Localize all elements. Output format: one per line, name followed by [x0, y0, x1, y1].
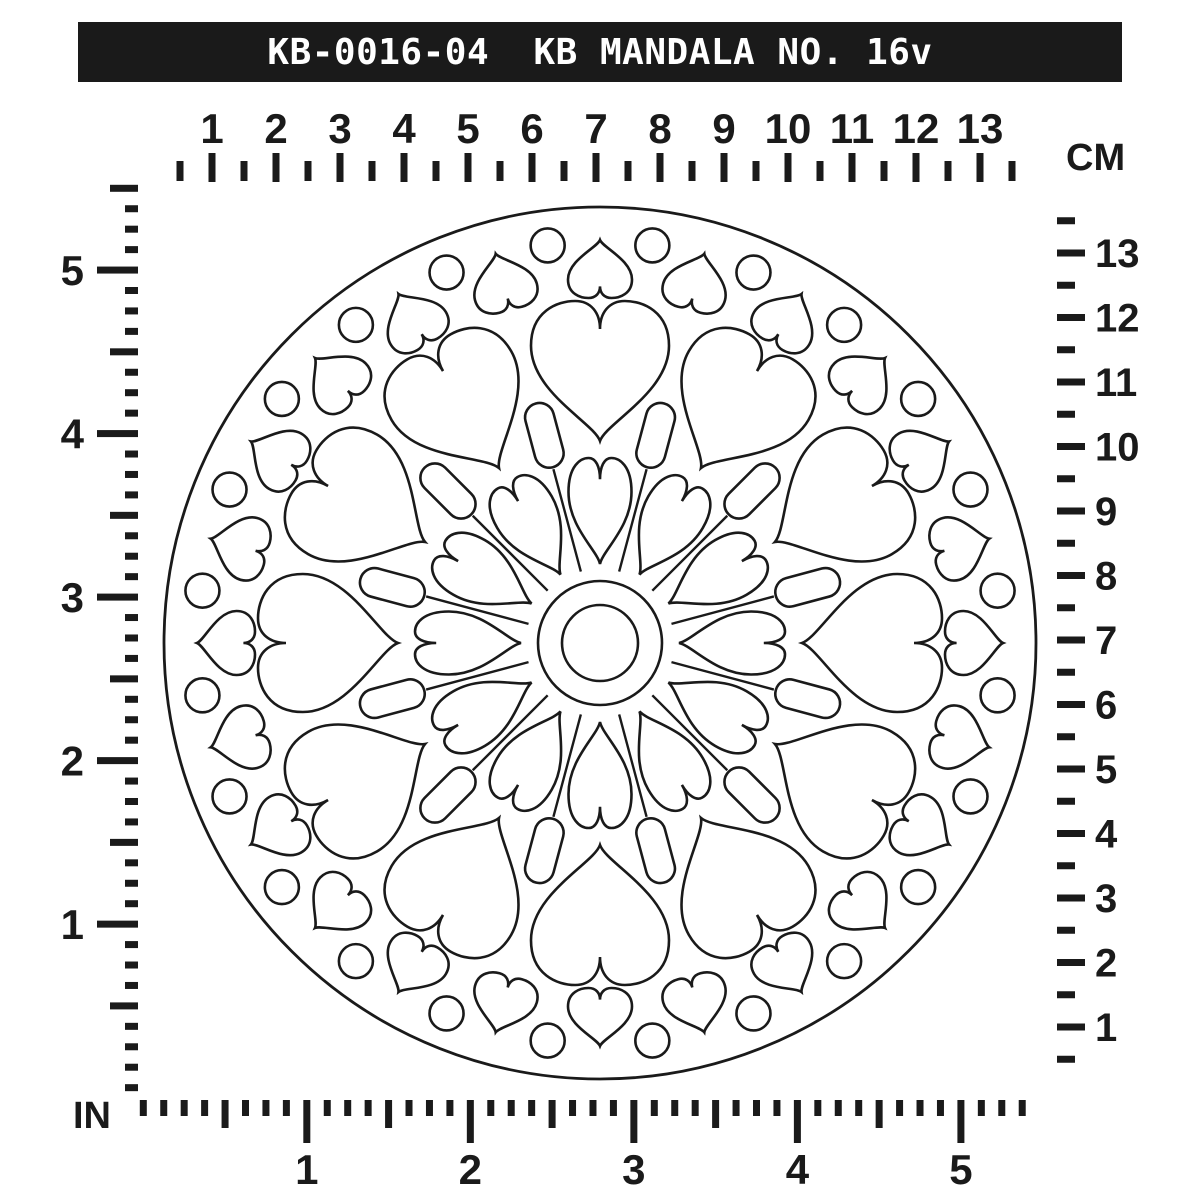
outer-dot	[213, 779, 247, 813]
capsule	[357, 565, 428, 610]
in-tick-minor	[140, 1100, 147, 1116]
cm-tick-minor	[497, 161, 504, 181]
cm-tick-minor	[369, 161, 376, 181]
in-tick-minor	[896, 1100, 903, 1116]
cm-tick-major	[273, 153, 280, 182]
cm-tick-minor	[241, 161, 248, 181]
in-tick-minor	[283, 1100, 290, 1116]
capsule	[718, 457, 785, 524]
outer-heart	[658, 968, 735, 1041]
cm-tick-major	[1057, 443, 1085, 450]
in-tick-minor	[855, 1100, 862, 1116]
in-tick-minor	[125, 859, 138, 866]
in-tick-minor	[773, 1100, 780, 1116]
outer-heart	[821, 864, 907, 950]
cm-tick-major	[593, 153, 600, 182]
in-tick-minor	[125, 532, 138, 539]
in-tick-minor	[125, 1084, 138, 1091]
ruler-number: 1	[200, 105, 224, 152]
cm-tick-major	[1057, 637, 1085, 644]
ruler-number: 6	[1095, 683, 1118, 728]
outer-dot	[265, 870, 299, 904]
ruler-number: 5	[456, 105, 480, 152]
in-tick-minor	[692, 1100, 699, 1116]
in-tick-minor	[125, 287, 138, 294]
ruler-number: 12	[1095, 296, 1140, 341]
in-tick-half	[110, 675, 138, 682]
outer-dot	[213, 473, 247, 507]
cm-tick-major	[1057, 572, 1085, 579]
cm-tick-major	[657, 153, 664, 182]
outer-dot	[901, 870, 935, 904]
outer-dot	[531, 1024, 565, 1058]
capsule	[414, 761, 481, 828]
in-tick-minor	[569, 1100, 576, 1116]
outer-heart	[925, 508, 998, 585]
petal-heart	[569, 722, 632, 828]
capsule	[633, 815, 678, 886]
in-tick-minor	[125, 696, 138, 703]
ruler-number: 8	[1095, 554, 1118, 599]
ruler-number: 3	[622, 1146, 646, 1193]
ruler-number: 3	[60, 574, 84, 622]
in-tick-half	[385, 1100, 392, 1128]
in-tick-minor	[998, 1100, 1005, 1116]
ruler-number: 2	[264, 105, 288, 152]
in-tick-minor	[733, 1100, 740, 1116]
cm-tick-minor	[1057, 669, 1075, 676]
in-tick-minor	[125, 880, 138, 887]
outer-heart	[465, 968, 542, 1041]
in-tick-minor	[125, 1064, 138, 1071]
outer-dot	[981, 678, 1015, 712]
ruler-number: 2	[60, 737, 84, 785]
ruler-number: 13	[1095, 232, 1140, 276]
in-tick-half	[876, 1100, 883, 1128]
cm-tick-minor	[1057, 540, 1075, 547]
cm-tick-minor	[1057, 411, 1075, 418]
ruler-number: 2	[1095, 941, 1118, 986]
in-tick-half	[110, 512, 138, 519]
cm-tick-minor	[177, 161, 184, 181]
in-tick-major	[467, 1100, 474, 1143]
in-tick-minor	[589, 1100, 596, 1116]
outer-dot	[736, 996, 770, 1030]
ruler-number: 6	[520, 105, 544, 152]
outer-dot	[185, 574, 219, 608]
in-tick-minor	[406, 1100, 413, 1116]
petal-heart	[569, 458, 632, 564]
outer-heart	[292, 864, 378, 950]
title-text: KB-0016-04 KB MANDALA NO. 16v	[267, 31, 933, 73]
outer-heart	[658, 245, 735, 318]
outer-dot	[635, 1024, 669, 1058]
in-tick-minor	[344, 1100, 351, 1116]
in-tick-minor	[125, 798, 138, 805]
cm-tick-major	[721, 153, 728, 182]
in-tick-major	[97, 267, 138, 274]
cm-tick-minor	[433, 161, 440, 181]
cm-tick-major	[209, 153, 216, 182]
outer-heart	[292, 335, 378, 421]
cm-tick-minor	[817, 161, 824, 181]
right-cm-ruler	[1057, 217, 1140, 1063]
cm-tick-minor	[1057, 217, 1075, 224]
outer-heart	[568, 240, 632, 298]
top-cm-ruler	[177, 105, 1126, 182]
cm-tick-major	[913, 153, 920, 182]
in-tick-minor	[487, 1100, 494, 1116]
ruler-number: 4	[392, 105, 416, 152]
in-tick-minor	[125, 410, 138, 417]
in-tick-minor	[125, 389, 138, 396]
in-tick-minor	[365, 1100, 372, 1116]
cm-tick-major	[849, 153, 856, 182]
ruler-number: 10	[1095, 425, 1140, 470]
ruler-number: 1	[1095, 1006, 1118, 1050]
outer-dot	[827, 944, 861, 978]
cm-tick-minor	[561, 161, 568, 181]
ruler-number: 4	[785, 1146, 810, 1193]
capsule	[772, 676, 843, 721]
in-tick-half	[110, 1002, 138, 1009]
cm-tick-minor	[1009, 161, 1016, 181]
in-tick-minor	[917, 1100, 924, 1116]
in-tick-minor	[125, 716, 138, 723]
in-tick-major	[303, 1100, 310, 1143]
cm-tick-minor	[881, 161, 888, 181]
in-tick-minor	[651, 1100, 658, 1116]
in-tick-half	[712, 1100, 719, 1128]
in-tick-minor	[125, 369, 138, 376]
cm-tick-minor	[1057, 991, 1075, 998]
in-tick-minor	[125, 778, 138, 785]
outer-heart	[821, 335, 907, 421]
cm-tick-major	[1057, 766, 1085, 773]
in-tick-major	[630, 1100, 637, 1143]
ruler-number: 5	[1095, 748, 1118, 792]
cm-tick-minor	[1057, 282, 1075, 289]
ruler-number: 13	[956, 105, 1004, 152]
capsule	[414, 457, 481, 524]
cm-tick-major	[1057, 701, 1085, 708]
ruler-number: 7	[1095, 619, 1118, 663]
outer-heart	[945, 611, 1003, 675]
ruler-number: 12	[892, 105, 940, 152]
in-tick-half	[110, 185, 138, 192]
in-tick-minor	[937, 1100, 944, 1116]
outer-heart	[202, 508, 275, 585]
outer-heart	[202, 701, 275, 778]
ruler-number: 3	[328, 105, 352, 152]
in-tick-minor	[125, 1043, 138, 1050]
in-tick-minor	[125, 634, 138, 641]
cm-tick-major	[401, 153, 408, 182]
in-tick-major	[97, 757, 138, 764]
outer-dot	[981, 574, 1015, 608]
outer-dot	[339, 308, 373, 342]
in-tick-minor	[125, 205, 138, 212]
in-tick-minor	[201, 1100, 208, 1116]
in-tick-minor	[125, 573, 138, 580]
in-tick-minor	[125, 982, 138, 989]
cm-tick-minor	[689, 161, 696, 181]
outer-dot	[953, 473, 987, 507]
in-tick-minor	[125, 307, 138, 314]
ruler-number: 4	[1095, 812, 1118, 857]
outer-dot	[339, 944, 373, 978]
in-tick-minor	[242, 1100, 249, 1116]
in-tick-minor	[978, 1100, 985, 1116]
in-tick-minor	[125, 226, 138, 233]
outer-dot	[430, 256, 464, 290]
capsule	[522, 815, 567, 886]
cm-tick-minor	[1057, 927, 1075, 934]
in-tick-minor	[125, 818, 138, 825]
cm-unit-label: CM	[1066, 137, 1126, 179]
in-tick-minor	[835, 1100, 842, 1116]
cm-tick-major	[465, 153, 472, 182]
cm-tick-major	[1057, 508, 1085, 515]
cm-tick-major	[1057, 379, 1085, 386]
in-tick-minor	[528, 1100, 535, 1116]
outer-dot	[901, 382, 935, 416]
in-unit-label: IN	[73, 1095, 111, 1137]
cm-tick-major	[785, 153, 792, 182]
in-tick-half	[110, 839, 138, 846]
ruler-number: 7	[584, 105, 608, 152]
outer-heart	[465, 245, 542, 318]
capsule	[718, 761, 785, 828]
outer-dot	[430, 996, 464, 1030]
ruler-number: 10	[764, 105, 812, 152]
cm-tick-major	[1057, 314, 1085, 321]
outer-heart	[925, 701, 998, 778]
ruler-number: 5	[60, 247, 84, 295]
ruler-number: 2	[458, 1146, 483, 1193]
in-tick-minor	[125, 451, 138, 458]
outer-dot	[635, 228, 669, 262]
cm-tick-minor	[1057, 798, 1075, 805]
in-tick-major	[97, 921, 138, 928]
in-tick-minor	[125, 553, 138, 560]
ruler-number: 11	[829, 105, 875, 152]
ruler-number: 3	[1095, 877, 1118, 921]
cm-tick-minor	[945, 161, 952, 181]
bottom-in-ruler	[73, 1095, 1026, 1193]
donut-inner-circle	[562, 605, 638, 681]
cm-tick-major	[337, 153, 344, 182]
outer-dot	[953, 779, 987, 813]
in-tick-minor	[125, 1023, 138, 1030]
in-tick-half	[222, 1100, 229, 1128]
cm-tick-minor	[753, 161, 760, 181]
cm-tick-major	[1057, 895, 1085, 902]
ruler-number: 4	[60, 410, 84, 458]
cm-tick-major	[1057, 959, 1085, 966]
in-tick-minor	[446, 1100, 453, 1116]
cm-tick-minor	[1057, 604, 1075, 611]
outer-heart	[197, 611, 255, 675]
cm-tick-minor	[305, 161, 312, 181]
in-tick-minor	[125, 471, 138, 478]
in-tick-half	[549, 1100, 556, 1128]
in-tick-minor	[426, 1100, 433, 1116]
in-tick-minor	[181, 1100, 188, 1116]
cm-tick-minor	[1057, 1056, 1075, 1063]
ruler-number: 9	[712, 105, 736, 152]
in-tick-minor	[125, 941, 138, 948]
in-tick-minor	[125, 328, 138, 335]
ruler-number: 8	[648, 105, 672, 152]
cm-tick-minor	[1057, 475, 1075, 482]
in-tick-minor	[125, 962, 138, 969]
ruler-number: 5	[949, 1146, 973, 1193]
in-tick-major	[957, 1100, 964, 1143]
in-tick-half	[110, 348, 138, 355]
petal-heart	[679, 612, 785, 675]
cm-tick-minor	[1057, 346, 1075, 353]
capsule	[633, 400, 678, 471]
in-tick-minor	[324, 1100, 331, 1116]
capsule	[772, 565, 843, 610]
in-tick-minor	[125, 614, 138, 621]
in-tick-minor	[610, 1100, 617, 1116]
outer-heart	[568, 988, 632, 1046]
capsule	[522, 400, 567, 471]
ruler-number: 1	[295, 1146, 319, 1193]
in-tick-minor	[160, 1100, 167, 1116]
left-in-ruler	[61, 185, 138, 1091]
in-tick-minor	[753, 1100, 760, 1116]
cm-tick-major	[1057, 250, 1085, 257]
petal-heart	[415, 612, 521, 675]
outer-dot	[736, 256, 770, 290]
in-tick-minor	[125, 246, 138, 253]
in-tick-minor	[125, 900, 138, 907]
ruler-number: 9	[1095, 490, 1118, 534]
in-tick-minor	[125, 737, 138, 744]
in-tick-minor	[671, 1100, 678, 1116]
capsule	[357, 676, 428, 721]
cm-tick-major	[977, 153, 984, 182]
ruler-number: 11	[1095, 361, 1138, 405]
outer-dot	[185, 678, 219, 712]
outer-dot	[827, 308, 861, 342]
cm-tick-minor	[1057, 862, 1075, 869]
in-tick-minor	[1019, 1100, 1026, 1116]
in-tick-minor	[262, 1100, 269, 1116]
cm-tick-minor	[625, 161, 632, 181]
ruler-number: 1	[60, 901, 84, 949]
in-tick-major	[97, 430, 138, 437]
in-tick-major	[794, 1100, 801, 1143]
in-tick-minor	[125, 491, 138, 498]
cm-tick-major	[1057, 830, 1085, 837]
outer-dot	[265, 382, 299, 416]
in-tick-major	[97, 594, 138, 601]
in-tick-minor	[814, 1100, 821, 1116]
outer-dot	[531, 228, 565, 262]
cm-tick-major	[529, 153, 536, 182]
center-donut	[538, 581, 662, 705]
in-tick-minor	[508, 1100, 515, 1116]
cm-tick-major	[1057, 1024, 1085, 1031]
cm-tick-minor	[1057, 733, 1075, 740]
in-tick-minor	[125, 655, 138, 662]
